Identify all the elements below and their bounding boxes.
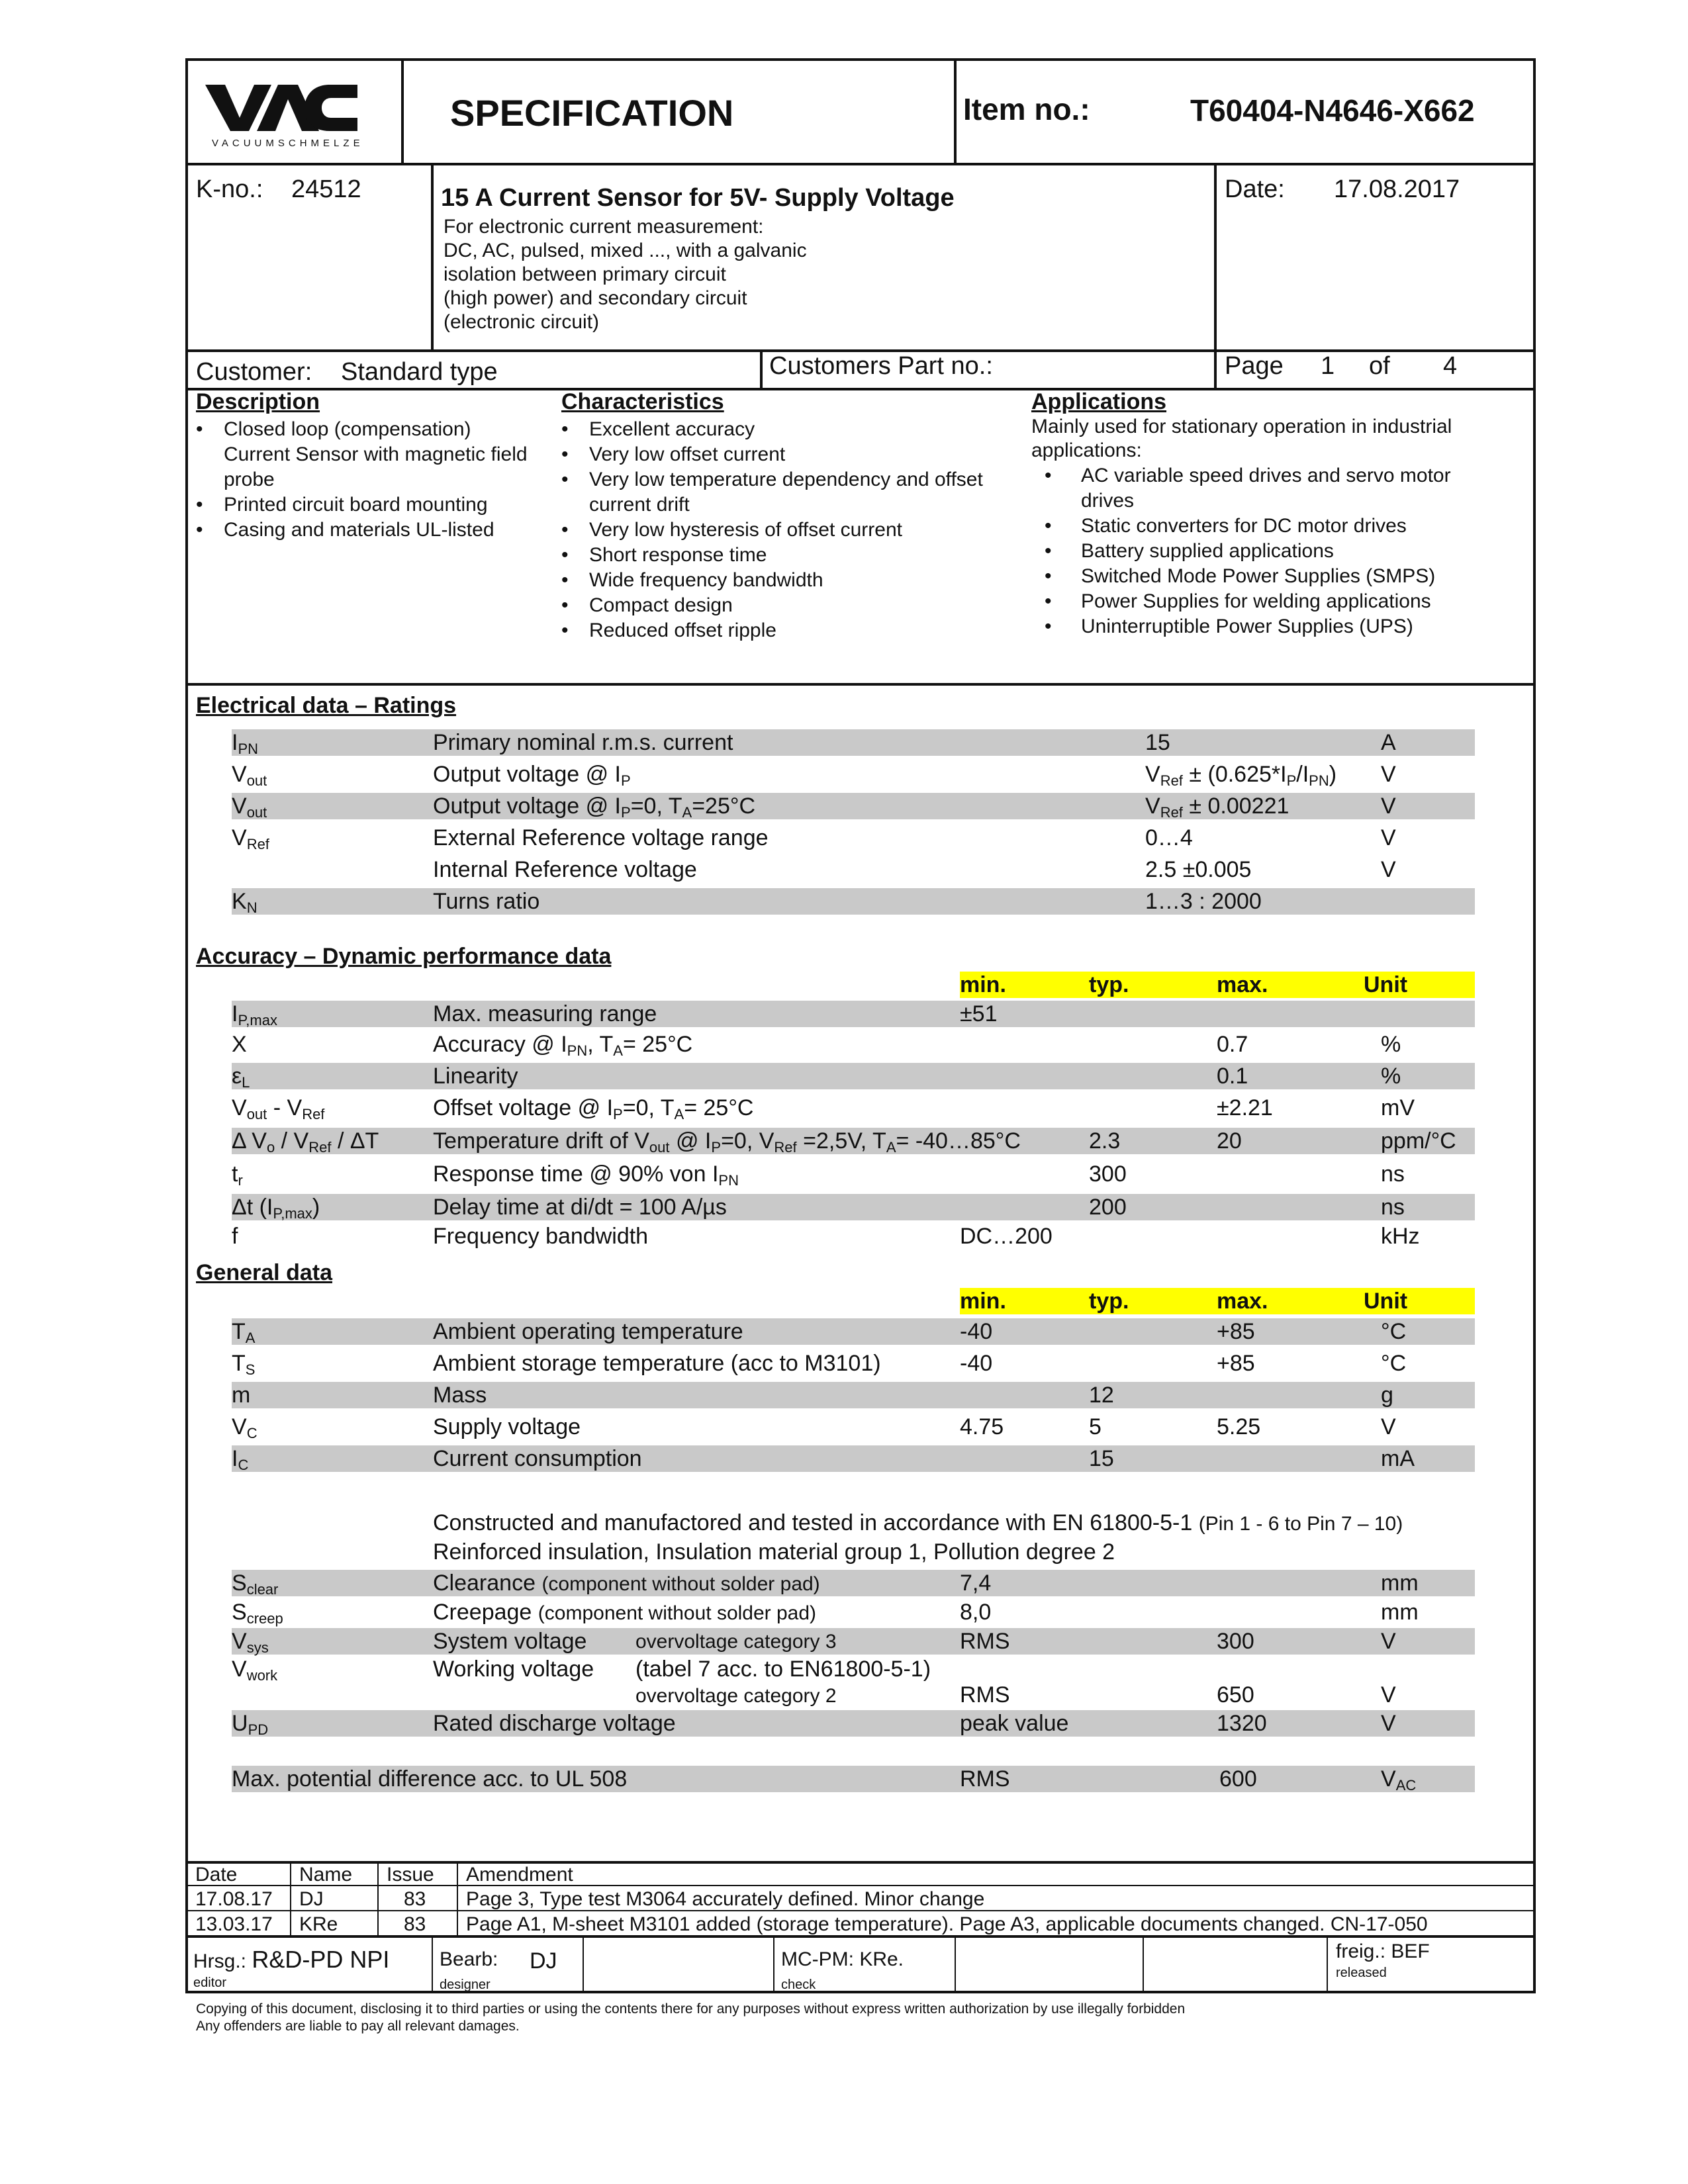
desc-line: DC, AC, pulsed, mixed ..., with a galvanic	[444, 240, 807, 261]
unit: ppm/°C	[1381, 1128, 1456, 1154]
divider	[401, 58, 404, 165]
unit: ns	[1381, 1161, 1405, 1187]
min: 4.75	[960, 1414, 1004, 1439]
col-max: max.	[1217, 1289, 1268, 1314]
symbol: $V_C$	[232, 1414, 258, 1441]
unit: V	[1381, 1414, 1396, 1439]
hrsg-label: Hrsg.: R&D-PD NPI	[193, 1946, 390, 1973]
unit: %	[1381, 1064, 1401, 1089]
unit: V	[1381, 857, 1396, 882]
divider	[431, 163, 434, 352]
product-title: 15 A Current Sensor for 5V- Supply Voltage	[441, 184, 955, 212]
table-col	[290, 1861, 291, 1935]
parameter: Ambient storage temperature (acc to M3101)	[433, 1351, 881, 1376]
vac-logo-mark	[205, 79, 357, 132]
col-min: min.	[960, 1289, 1006, 1314]
max: ±2.21	[1217, 1095, 1273, 1120]
product-description	[444, 215, 807, 334]
max: 20	[1217, 1128, 1242, 1154]
check-caption: check	[781, 1978, 816, 1992]
rating-row	[232, 729, 1475, 756]
value: 2.5 ±0.005	[1145, 857, 1252, 882]
application-item: • Power Supplies for welding applications	[1045, 589, 1508, 614]
footer-col	[583, 1935, 584, 1993]
symbol: $U_{PD}$	[232, 1711, 269, 1738]
rating-row	[232, 761, 1475, 788]
symbol: $V_{out} - V_{Ref}$	[232, 1095, 325, 1122]
insulation-row-creepage	[232, 1599, 1475, 1625]
general-row	[232, 1318, 1475, 1345]
parameter: Supply voltage	[433, 1414, 581, 1439]
frame-left	[185, 1861, 188, 1993]
characteristic-item: • Compact design	[561, 593, 1011, 618]
insulation-row-working-voltage	[232, 1656, 1475, 1709]
amend-name: KRe	[299, 1913, 338, 1935]
unit: A	[1381, 730, 1396, 755]
amend-name: DJ	[299, 1888, 324, 1910]
characteristic-item: • Very low hysteresis of offset current	[561, 518, 1011, 543]
accuracy-row	[232, 1128, 1475, 1154]
symbol: $I_{PN}$	[232, 730, 259, 757]
symbol: $T_S$	[232, 1351, 256, 1378]
symbol: f	[232, 1224, 238, 1249]
description-item: • Closed loop (compensation) Current Sensor with magnetic field probe	[196, 417, 540, 492]
unit: mm	[1381, 1600, 1419, 1625]
general-title: General data	[196, 1260, 332, 1285]
parameter: Accuracy @ $I_{PN}$, $T_A= 25^\circ C$	[433, 1032, 693, 1059]
typ: 200	[1089, 1195, 1127, 1220]
note: overvoltage category 2	[635, 1685, 837, 1707]
symbol: Δ $V_o / V_{Ref}$ / ΔT	[232, 1128, 379, 1156]
rating-row	[232, 888, 1475, 915]
insulation-row-max-potential	[232, 1766, 1475, 1792]
general-row	[232, 1382, 1475, 1408]
k-no: 24512	[291, 175, 361, 203]
editor-caption: editor	[193, 1976, 227, 1990]
divider	[760, 349, 763, 390]
footer-col	[1327, 1935, 1328, 1993]
characteristic-item: • Very low offset current	[561, 442, 1011, 467]
note: (tabel 7 acc. to EN61800-5-1)	[635, 1657, 931, 1682]
amend-header-amendment: Amendment	[466, 1864, 573, 1886]
vac-logo	[205, 79, 364, 152]
unit: %	[1381, 1032, 1401, 1057]
accuracy-row	[232, 1001, 1475, 1027]
max: 300	[1217, 1629, 1254, 1654]
max: 600	[1219, 1766, 1257, 1792]
footer-bottom	[185, 1991, 1536, 1993]
insulation-note: Reinforced insulation, Insulation material group 1, Pollution degree 2	[433, 1539, 1115, 1565]
page-total: 4	[1443, 352, 1458, 380]
characteristics-list	[561, 417, 1011, 643]
applications-title: Applications	[1031, 389, 1167, 414]
symbol: $V_{work}$	[232, 1657, 278, 1684]
symbol: $I_{P,max}$	[232, 1001, 277, 1028]
unit: V	[1381, 825, 1396, 850]
symbol: $V_{out}$	[232, 794, 267, 821]
copyright-line: Any offenders are liable to pay all relevant damages.	[196, 2019, 520, 2034]
description-title: Description	[196, 389, 320, 414]
divider	[954, 58, 957, 165]
symbol: $t_r$	[232, 1161, 243, 1189]
amend-issue: 83	[404, 1888, 426, 1910]
table-col	[377, 1861, 379, 1935]
parameter: Temperature drift of $V_{out}$ @ $I_P=0$, $V_{Ref} =2,5V$, $T_A=$ -40…85°C	[433, 1128, 1021, 1156]
characteristic-item: • Reduced offset ripple	[561, 618, 1011, 643]
characteristic-item: • Short response time	[561, 543, 1011, 568]
unit: g	[1381, 1383, 1393, 1408]
application-item: • Switched Mode Power Supplies (SMPS)	[1045, 564, 1508, 589]
frame-right	[1533, 388, 1536, 1862]
desc-line: (high power) and secondary circuit	[444, 287, 747, 309]
parameter: Clearance (component without solder pad)	[433, 1570, 820, 1596]
value: $V_{Ref} \pm (0.625*I_P/I_{PN})$	[1145, 762, 1337, 789]
customers-part-label: Customers Part no.:	[769, 352, 993, 380]
unit: V	[1381, 1629, 1396, 1654]
rating-row	[232, 825, 1475, 851]
symbol: $V_{sys}$	[232, 1629, 269, 1656]
typ: 300	[1089, 1161, 1127, 1187]
max: 0.1	[1217, 1064, 1248, 1089]
characteristic-item: • Very low temperature dependency and offset current drift	[561, 467, 1011, 518]
designer-caption: designer	[440, 1978, 491, 1992]
amend-header-date: Date	[195, 1864, 238, 1886]
application-item: • Battery supplied applications	[1045, 539, 1508, 564]
min: RMS	[960, 1682, 1010, 1707]
application-item: • Uninterruptible Power Supplies (UPS)	[1045, 614, 1508, 639]
typ: 12	[1089, 1383, 1114, 1408]
max: +85	[1217, 1319, 1255, 1344]
min: 8,0	[960, 1600, 992, 1625]
symbol: X	[232, 1032, 247, 1057]
min: 7,4	[960, 1570, 992, 1596]
released-caption: released	[1336, 1966, 1387, 1980]
unit: V	[1381, 1682, 1396, 1707]
symbol: $V_{out}$	[232, 762, 267, 789]
accuracy-row	[232, 1161, 1475, 1187]
unit: mA	[1381, 1446, 1415, 1471]
unit: °C	[1381, 1319, 1407, 1344]
description-item: • Printed circuit board mounting	[196, 492, 540, 518]
symbol: $T_A$	[232, 1319, 256, 1346]
parameter: Output voltage @ $I_P$	[433, 762, 631, 789]
min: ±51	[960, 1001, 998, 1026]
page-number: 1	[1321, 352, 1335, 380]
bearb-label: Bearb:	[440, 1948, 498, 1970]
unit: V	[1381, 794, 1396, 819]
value: 0…4	[1145, 825, 1193, 850]
parameter: Creepage (component without solder pad)	[433, 1600, 817, 1625]
bearb-value: DJ	[530, 1948, 557, 1974]
min: RMS	[960, 1766, 1010, 1792]
parameter: Ambient operating temperature	[433, 1319, 743, 1344]
amend-date: 13.03.17	[195, 1913, 273, 1935]
customer-value: Standard type	[341, 358, 498, 386]
general-header-row	[960, 1288, 1475, 1314]
unit: °C	[1381, 1351, 1407, 1376]
parameter: External Reference voltage range	[433, 825, 769, 850]
unit: $V_{AC}$	[1381, 1766, 1417, 1794]
description-list	[196, 417, 540, 543]
value: 1…3 : 2000	[1145, 889, 1262, 914]
copyright-line: Copying of this document, disclosing it to third parties or using the contents there for any purposes without express written authorization by use illegally forbidden	[196, 2001, 1186, 2017]
max: 5.25	[1217, 1414, 1261, 1439]
of-label: of	[1369, 352, 1390, 380]
date-label: Date:	[1225, 175, 1285, 203]
amend-header-name: Name	[299, 1864, 353, 1886]
divider	[1214, 349, 1217, 390]
desc-line: For electronic current measurement:	[444, 216, 764, 238]
parameter: Offset voltage @ $I_P=0$, $T_A= 25^\circ C$	[433, 1095, 754, 1122]
divider	[1214, 163, 1217, 352]
note: overvoltage category 3	[635, 1631, 837, 1653]
col-max: max.	[1217, 972, 1268, 997]
freig: freig.: BEF	[1336, 1940, 1430, 1962]
max: 0.7	[1217, 1032, 1248, 1057]
typ: 2.3	[1089, 1128, 1121, 1154]
insulation-row-system-voltage	[232, 1628, 1475, 1655]
symbol: $S_{creep}$	[232, 1600, 283, 1627]
insulation-row-clearance	[232, 1570, 1475, 1596]
amend-header-issue: Issue	[387, 1864, 434, 1886]
value: 15	[1145, 730, 1170, 755]
date-value: 17.08.2017	[1334, 175, 1460, 203]
parameter: Internal Reference voltage	[433, 857, 697, 882]
unit: kHz	[1381, 1224, 1420, 1249]
accuracy-row	[232, 1031, 1475, 1058]
parameter: Output voltage @ $I_P=0$, $T_A=25^\circ C$	[433, 794, 756, 821]
table-col	[457, 1861, 458, 1935]
amend-issue: 83	[404, 1913, 426, 1935]
col-typ: typ.	[1089, 1289, 1129, 1314]
item-label: Item no.:	[963, 92, 1090, 126]
typ: 15	[1089, 1446, 1114, 1471]
applications-intro: Mainly used for stationary operation in industrial applications:	[1031, 416, 1452, 461]
accuracy-row	[232, 1194, 1475, 1220]
general-row	[232, 1414, 1475, 1440]
parameter: Rated discharge voltage	[433, 1711, 676, 1736]
parameter: Delay time at di/dt = 100 A/µs	[433, 1195, 727, 1220]
accuracy-row	[232, 1063, 1475, 1089]
col-typ: typ.	[1089, 972, 1129, 997]
application-item: • AC variable speed drives and servo motor drives	[1045, 463, 1508, 514]
general-row	[232, 1350, 1475, 1377]
parameter: Max. potential difference acc. to UL 508	[232, 1766, 628, 1792]
footer-col	[955, 1935, 956, 1993]
footer-col	[773, 1935, 774, 1993]
min: peak value	[960, 1711, 1069, 1736]
accuracy-header-row	[960, 972, 1475, 998]
desc-line: (electronic circuit)	[444, 311, 600, 333]
applications-list	[1045, 463, 1508, 639]
parameter: Frequency bandwidth	[433, 1224, 649, 1249]
mcpm: MC-PM: KRe.	[781, 1948, 904, 1970]
insulation-row-discharge	[232, 1710, 1475, 1737]
parameter: System voltage	[433, 1629, 587, 1654]
characteristic-item: • Excellent accuracy	[561, 417, 1011, 442]
amend-text: Page 3, Type test M3064 accurately defined. Minor change	[466, 1888, 985, 1910]
max: +85	[1217, 1351, 1255, 1376]
characteristics-title: Characteristics	[561, 389, 724, 414]
symbol: $K_N$	[232, 889, 258, 916]
application-item: • Static converters for DC motor drives	[1045, 514, 1508, 539]
k-no-label: K-no.:	[196, 175, 263, 203]
parameter: Response time @ 90% von $I_{PN}$	[433, 1161, 739, 1189]
symbol: $S_{clear}$	[232, 1570, 279, 1598]
amend-date: 17.08.17	[195, 1888, 273, 1910]
frame-left	[185, 388, 188, 1862]
symbol: m	[232, 1383, 251, 1408]
symbol: $I_C$	[232, 1446, 249, 1473]
construction-note: Constructed and manufactored and tested in accordance with EN 61800-5-1 (Pin 1 - 6 to Pin 7 – 10)	[433, 1510, 1403, 1535]
rating-row	[232, 856, 1475, 883]
max: 1320	[1217, 1711, 1267, 1736]
parameter: Working voltage	[433, 1657, 594, 1682]
min: RMS	[960, 1629, 1010, 1654]
min: -40	[960, 1351, 993, 1376]
description-item: • Casing and materials UL-listed	[196, 518, 540, 543]
unit: ns	[1381, 1195, 1405, 1220]
parameter: Turns ratio	[433, 889, 540, 914]
col-unit: Unit	[1364, 1289, 1408, 1314]
symbol: $V_{Ref}$	[232, 825, 269, 852]
section-divider	[185, 683, 1536, 686]
unit: mm	[1381, 1570, 1419, 1596]
footer-col	[432, 1935, 433, 1993]
frame-right	[1533, 1861, 1536, 1993]
doc-type: SPECIFICATION	[450, 92, 734, 134]
parameter: Max. measuring range	[433, 1001, 657, 1026]
parameter: Linearity	[433, 1064, 518, 1089]
unit: V	[1381, 1711, 1396, 1736]
accuracy-row	[232, 1095, 1475, 1121]
unit: mV	[1381, 1095, 1415, 1120]
typ: 5	[1089, 1414, 1102, 1439]
item-number: T60404-N4646-X662	[1190, 93, 1475, 128]
logo-subtitle: VACUUMSCHMELZE	[212, 138, 364, 149]
footer-col	[1143, 1935, 1144, 1993]
page-label: Page	[1225, 352, 1284, 380]
symbol: Δt $(I_{P,max})$	[232, 1195, 320, 1222]
customer-label: Customer:	[196, 358, 312, 386]
accuracy-title: Accuracy – Dynamic performance data	[196, 944, 612, 969]
rating-row	[232, 793, 1475, 819]
amend-text: Page A1, M-sheet M3101 added (storage temperature). Page A3, applicable documents changed. CN-17-050	[466, 1913, 1428, 1935]
symbol: $\varepsilon_L$	[232, 1064, 250, 1091]
max: 650	[1217, 1682, 1254, 1707]
col-min: min.	[960, 972, 1006, 997]
col-unit: Unit	[1364, 972, 1408, 997]
desc-line: isolation between primary circuit	[444, 263, 726, 285]
characteristic-item: • Wide frequency bandwidth	[561, 568, 1011, 593]
ratings-title: Electrical data – Ratings	[196, 693, 457, 718]
general-row	[232, 1445, 1475, 1472]
min: -40	[960, 1319, 993, 1344]
value: $V_{Ref} \pm 0.00221$	[1145, 794, 1289, 821]
parameter: Primary nominal r.m.s. current	[433, 730, 733, 755]
parameter: Current consumption	[433, 1446, 642, 1471]
parameter: Mass	[433, 1383, 487, 1408]
unit: V	[1381, 762, 1396, 787]
min: DC…200	[960, 1224, 1053, 1249]
accuracy-row	[232, 1223, 1475, 1250]
